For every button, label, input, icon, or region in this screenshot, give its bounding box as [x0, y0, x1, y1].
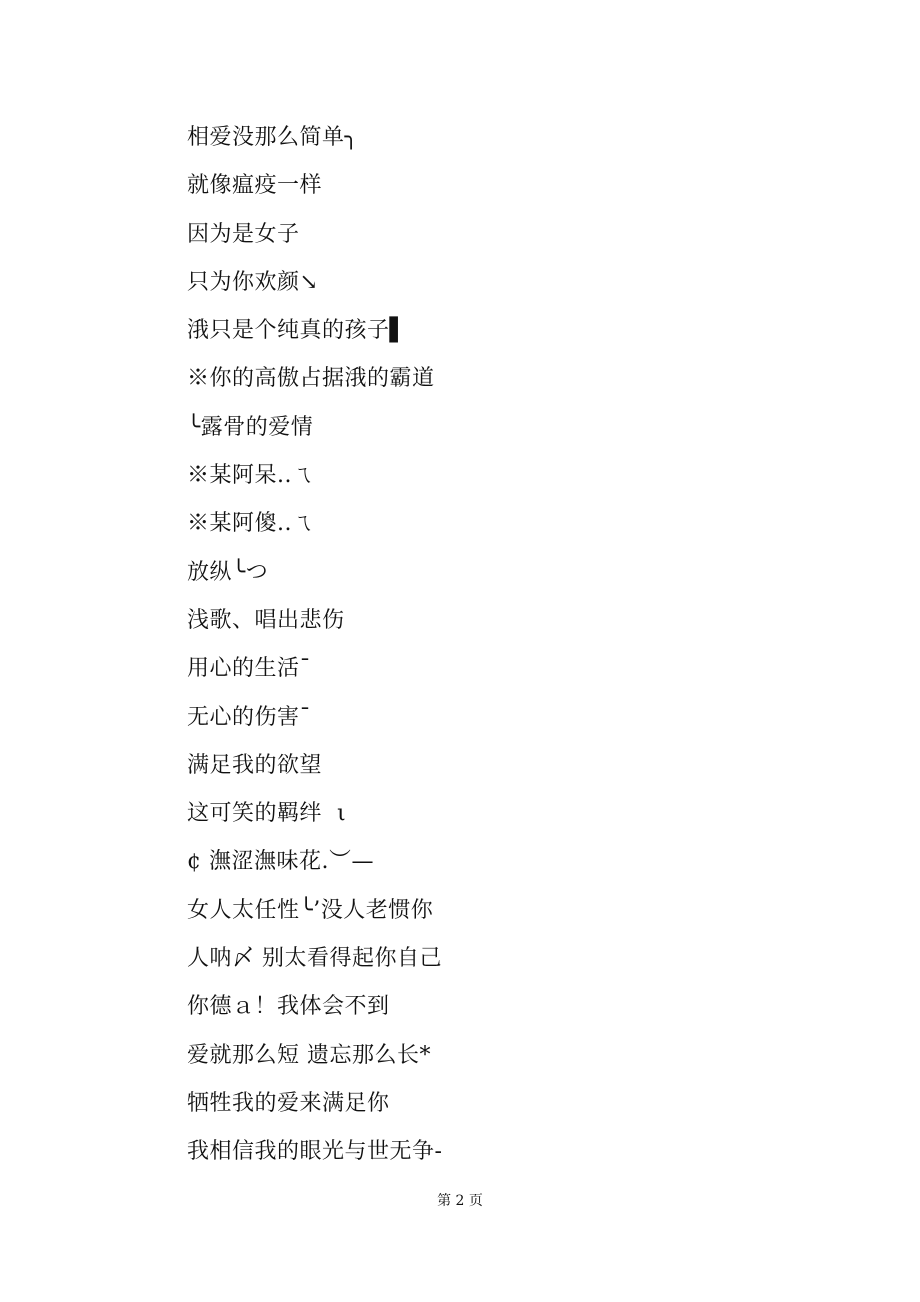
text-line: 涐只是个纯真的孩子▌ — [187, 318, 407, 344]
text-line: 人呐〆 别太看得起你自己 — [187, 946, 442, 972]
text-line: 无心的伤害¯ — [187, 704, 312, 730]
text-line: 你德ａ！我体会不到 — [187, 994, 390, 1020]
text-line: 只为你欢颜↘ — [187, 269, 319, 295]
text-line: 因为是女子 — [187, 221, 300, 247]
text-line: ※某阿傻..ㄟ — [187, 511, 315, 537]
text-line: ╰露骨的爱情 — [187, 414, 314, 440]
text-line: 就像瘟疫一样 — [187, 173, 323, 199]
text-line: 相爱没那么简单╮ — [187, 125, 359, 150]
text-line: 爱就那么短 遗忘那么长* — [187, 1042, 431, 1068]
text-line: 女人太任性╰’没人老惯你 — [187, 897, 434, 923]
text-line: ※你的高傲占据涐的霸道 — [187, 366, 435, 392]
text-line: 放纵╰つ — [187, 559, 269, 585]
text-line: ※某阿呆..ㄟ — [187, 463, 315, 489]
text-line: 牺牲我的爱来满足你 — [187, 1090, 390, 1116]
text-line: 我相信我的眼光与世无争- — [187, 1139, 443, 1165]
text-line: 这可笑的羁绊 ι — [187, 801, 347, 827]
text-line: ¢ 潕涩潕味花.︶— — [187, 849, 374, 875]
text-line: 用心的生活¯ — [187, 656, 312, 682]
page-number-footer: 第 2 页 — [437, 1193, 483, 1209]
text-line: 满足我的欲望 — [187, 752, 323, 778]
poem-lines — [187, 114, 442, 1177]
text-line: 浅歌、唱出悲伤 — [187, 607, 345, 633]
